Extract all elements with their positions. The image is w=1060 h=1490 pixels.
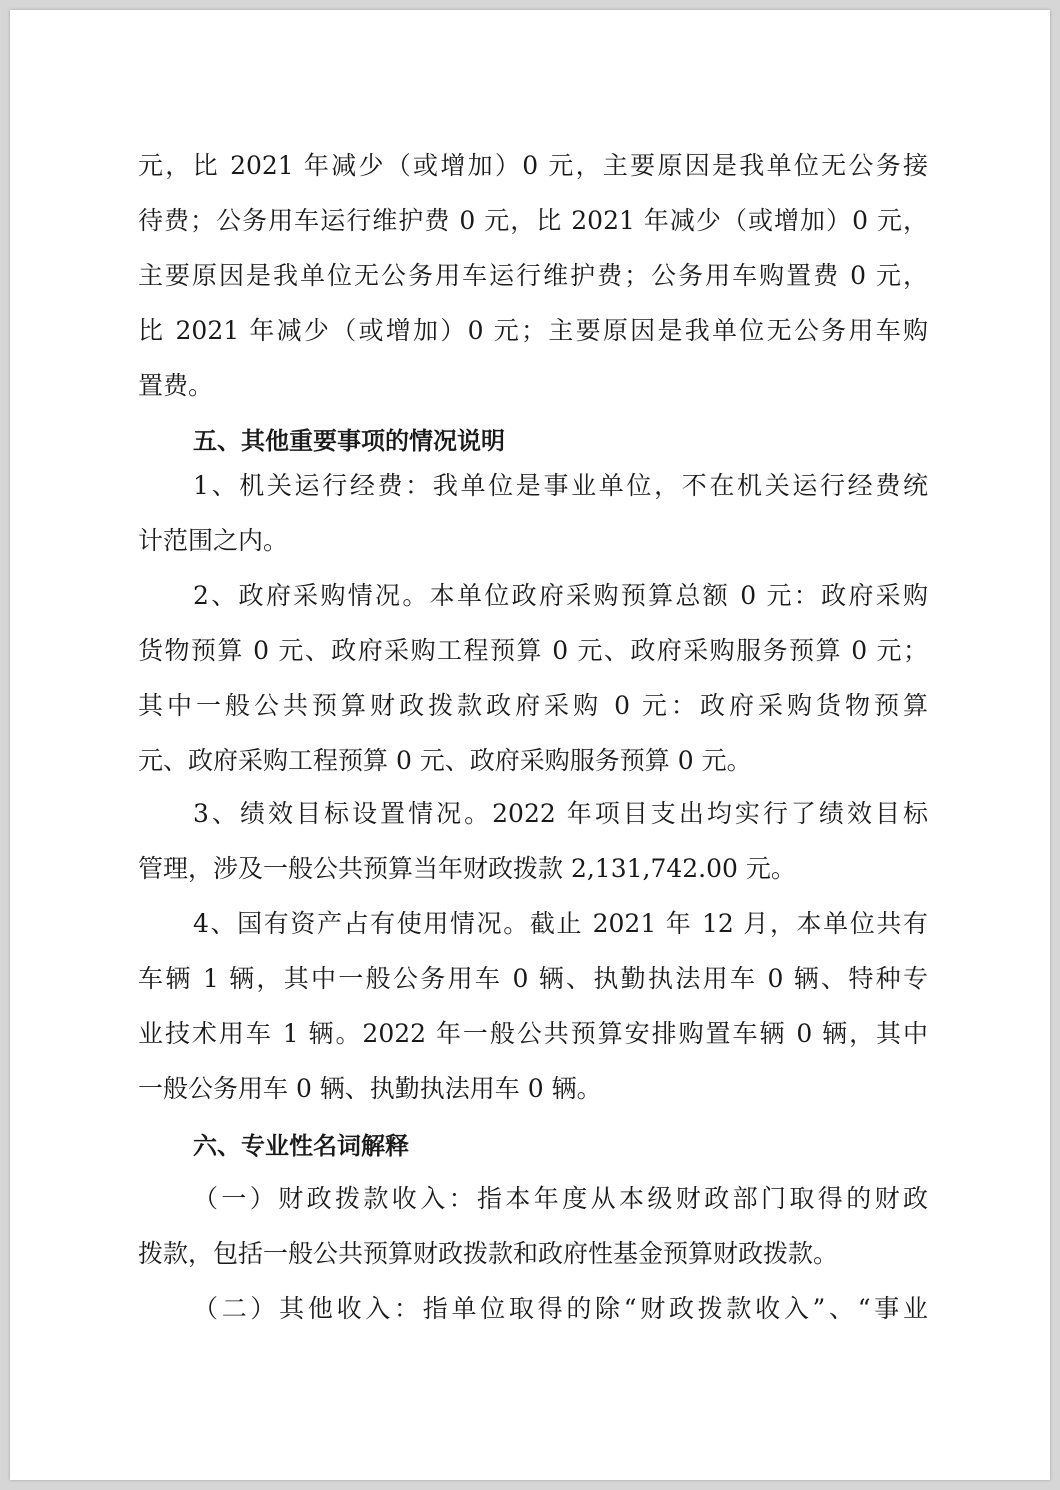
text-line: 一般公务用车 0 辆、执勤执法用车 0 辆。 — [138, 1074, 602, 1103]
text-line: 1、机关运行经费：我单位是事业单位，不在机关运行经费统 — [193, 471, 928, 500]
text-line: 其中一般公共预算财政拨款政府采购 0 元：政府采购货物预算 — [138, 691, 928, 720]
text-line: 3、绩效目标设置情况。2022 年项目支出均实行了绩效目标 — [193, 799, 928, 828]
text-line: 计范围之内。 — [138, 526, 289, 555]
text-line: 置费。 — [138, 371, 214, 400]
text-line: 货物预算 0 元、政府采购工程预算 0 元、政府采购服务预算 0 元； — [138, 636, 928, 665]
section-heading: 六、专业性名词解释 — [193, 1132, 409, 1160]
text-line: 元、政府采购工程预算 0 元、政府采购服务预算 0 元。 — [138, 746, 752, 775]
text-line: （二）其他收入：指单位取得的除“财政拨款收入”、“事业 — [193, 1294, 928, 1323]
text-line: 元，比 2021 年减少（或增加）0 元，主要原因是我单位无公务接 — [138, 151, 928, 180]
section-heading: 五、其他重要事项的情况说明 — [193, 427, 505, 455]
text-line: 2、政府采购情况。本单位政府采购预算总额 0 元：政府采购 — [193, 581, 928, 610]
text-line: 业技术用车 1 辆。2022 年一般公共预算安排购置车辆 0 辆，其中 — [138, 1019, 928, 1048]
text-line: 4、国有资产占有使用情况。截止 2021 年 12 月，本单位共有 — [193, 909, 928, 938]
document-page — [10, 10, 1050, 1480]
text-line: 待费；公务用车运行维护费 0 元，比 2021 年减少（或增加）0 元， — [138, 206, 928, 235]
text-line: （一）财政拨款收入：指本年度从本级财政部门取得的财政 — [193, 1184, 928, 1213]
text-line: 比 2021 年减少（或增加）0 元；主要原因是我单位无公务用车购 — [138, 316, 928, 345]
text-line: 主要原因是我单位无公务用车运行维护费；公务用车购置费 0 元， — [138, 261, 928, 290]
text-line: 管理，涉及一般公共预算当年财政拨款 2,131,742.00 元。 — [138, 854, 796, 883]
text-line: 拨款，包括一般公共预算财政拨款和政府性基金预算财政拨款。 — [138, 1239, 839, 1268]
text-line: 车辆 1 辆，其中一般公务用车 0 辆、执勤执法用车 0 辆、特种专 — [138, 964, 928, 993]
